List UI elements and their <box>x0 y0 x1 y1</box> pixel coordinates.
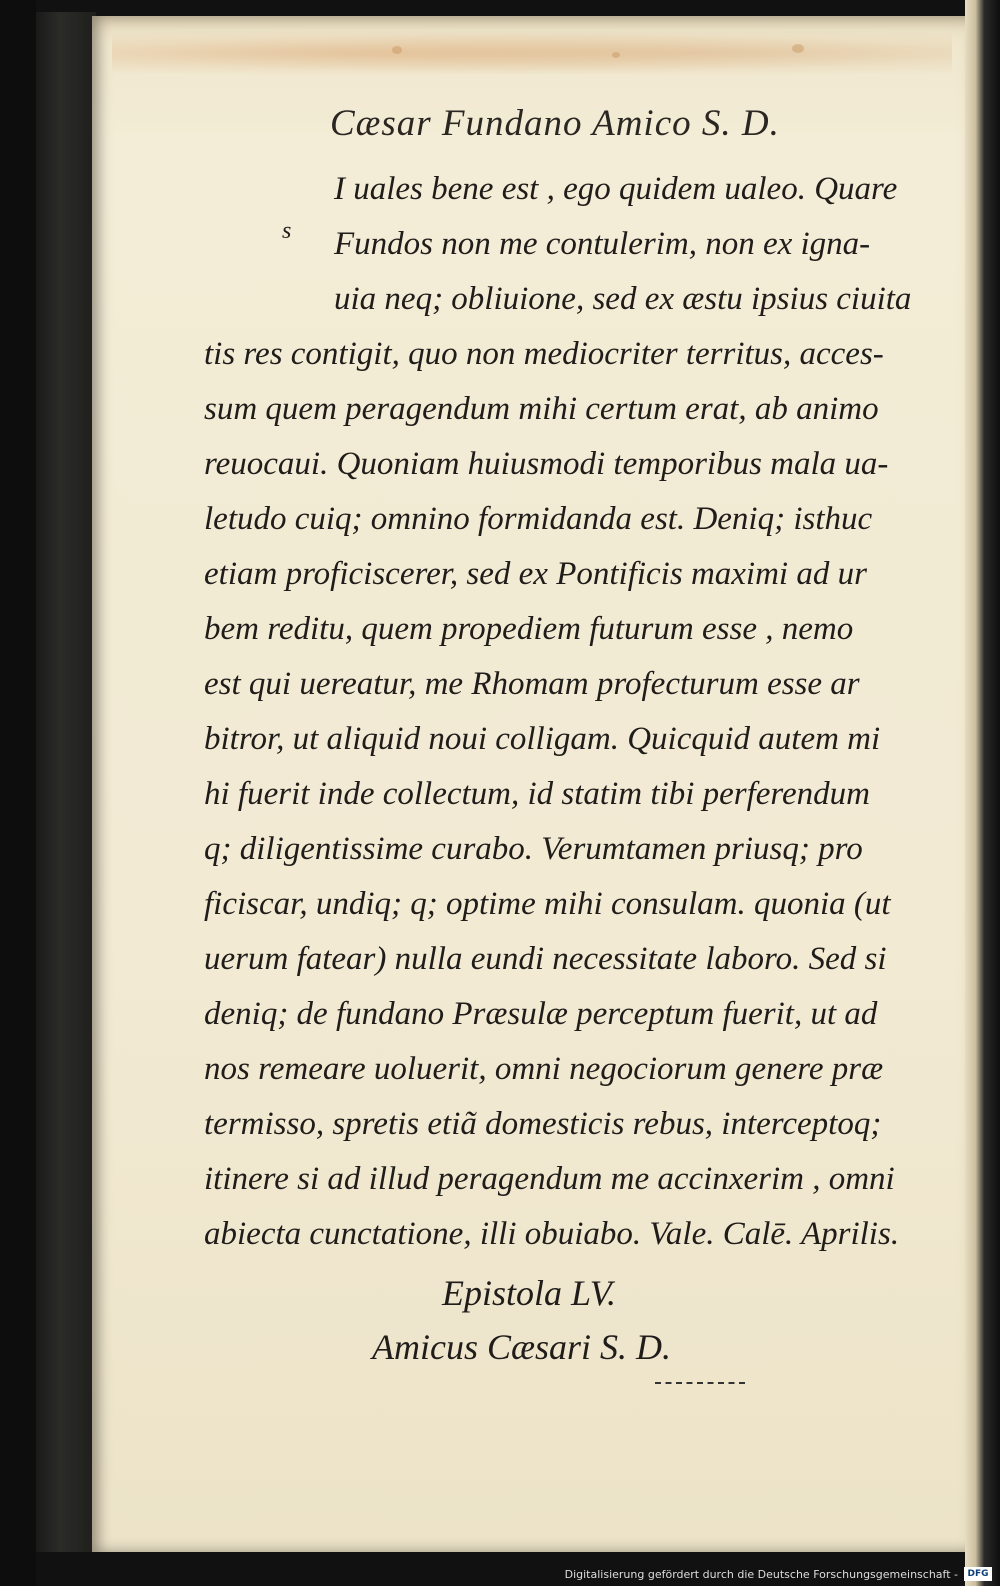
footer-text: Digitalisierung gefördert durch die Deutsche Forschungsgemeinschaft - <box>564 1567 958 1581</box>
text-line: hi fuerit inde collectum, id statim tibi perferendum <box>204 776 871 812</box>
foxing-spot <box>392 46 402 54</box>
text-line: reuocaui. Quoniam huiusmodi temporibus mala ua- <box>204 446 889 482</box>
text-line: bitror, ut aliquid noui colligam. Quicquid autem mi <box>204 721 881 757</box>
text-line: q; diligentissime curabo. Verumtamen priusq; pro <box>204 831 863 867</box>
epistola-title: Epistola LV. <box>442 1273 617 1313</box>
foxing-spot <box>612 52 620 58</box>
digitization-footer <box>565 1564 992 1584</box>
text-line: Fundos non me contulerim, non ex igna- <box>334 226 871 262</box>
signature-mark: s <box>282 218 292 244</box>
letter-heading: Cæsar Fundano Amico S. D. <box>330 103 780 144</box>
text-line: etiam proficiscerer, sed ex Pontificis maximi ad ur <box>204 556 867 592</box>
next-salutation: Amicus Cæsari S. D. <box>372 1327 672 1367</box>
foxing-spot <box>792 44 804 53</box>
text-line: itinere si ad illud peragendum me accinxerim , omni <box>204 1161 895 1197</box>
text-line: sum quem peragendum mihi certum erat, ab animo <box>204 391 879 427</box>
scan-background-left <box>0 0 36 1586</box>
letter-body <box>204 162 952 1262</box>
text-line: I uales bene est , ego quidem ualeo. Quare <box>334 171 898 207</box>
text-line: deniq; de fundano Præsulæ perceptum fuerit, ut ad <box>204 996 878 1032</box>
book-spine-shadow <box>36 12 96 1552</box>
text-line: tis res contigit, quo non mediocriter territus, acces- <box>204 336 884 372</box>
dfg-logo: DFG <box>964 1567 992 1581</box>
page-edge-right <box>965 0 1000 1586</box>
page-stain <box>112 30 952 76</box>
text-line: uerum fatear) nulla eundi necessitate laboro. Sed si <box>204 941 887 977</box>
text-line: letudo cuiq; omnino formidanda est. Deniq; isthuc <box>204 501 873 537</box>
catchword-dash <box>655 1382 745 1386</box>
text-line: termisso, spretis etiã domesticis rebus, interceptoq; <box>204 1106 882 1142</box>
text-line: uia neq; obliuione, sed ex æstu ipsius ciuita <box>334 281 912 317</box>
text-line: ficiscar, undiq; q; optime mihi consulam. quonia (ut <box>204 886 891 922</box>
text-line: nos remeare uoluerit, omni negociorum genere præ <box>204 1051 884 1087</box>
text-line: est qui uereatur, me Rhomam profecturum esse ar <box>204 666 860 702</box>
text-line: abiecta cunctatione, illi obuiabo. Vale. Calē. Aprilis. <box>204 1216 900 1252</box>
text-line: bem reditu, quem propediem futurum esse , nemo <box>204 611 854 647</box>
